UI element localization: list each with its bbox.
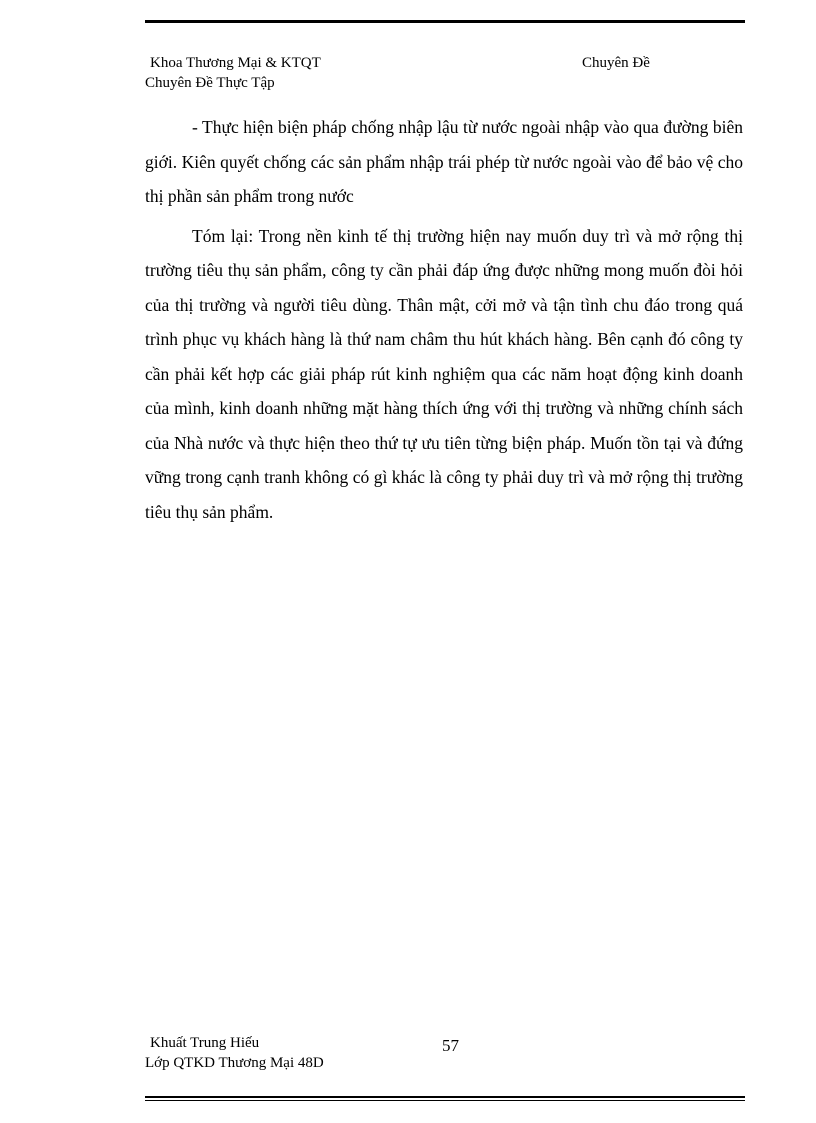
document-body (145, 110, 743, 529)
page-footer-left (145, 1033, 324, 1073)
paragraph: - Thực hiện biện pháp chống nhập lậu từ nước ngoài nhập vào qua đường biên giới. Kiên quyết chống các sản phẩm nhập trái phép từ nước ngoài vào để bảo vệ cho thị phần sản phẩm trong nước (145, 117, 743, 206)
page-header-left (145, 53, 321, 93)
page-number: 57 (442, 1036, 459, 1055)
header-faculty: Khoa Thương Mại & KTQT (150, 55, 321, 71)
header-right-label: Chuyên Đề (582, 55, 650, 71)
paragraph: Tóm lại: Trong nền kinh tế thị trường hiện nay muốn duy trì và mở rộng thị trường tiêu thụ sản phẩm, công ty cần phải đáp ứng được những mong muốn đòi hỏi của thị trường và người tiêu dùng. Thân mật, cởi mở và tận tình chu đáo trong quá trình phục vụ khách hàng là thứ nam châm thu hút khách hàng. Bên cạnh đó công ty cần phải kết hợp các giải pháp rút kinh nghiệm qua các năm hoạt động kinh doanh của mình, kinh doanh những mặt hàng thích ứng với thị trường và những chính sách của Nhà nước và thực hiện theo thứ tự ưu tiên từng biện pháp. Muốn tồn tại và đứng vững trong cạnh tranh không có gì khác là công ty phải duy trì và mở rộng thị trường tiêu thụ sản phẩm. (145, 225, 743, 522)
footer-author: Khuất Trung Hiếu (150, 1035, 260, 1051)
footer-rule-thin (145, 1100, 745, 1101)
footer-rule-thick (145, 1096, 745, 1098)
footer-class: Lớp QTKD Thương Mại 48D (145, 1055, 324, 1071)
header-rule (145, 20, 745, 23)
header-title: Chuyên Đề Thực Tập (145, 75, 275, 91)
